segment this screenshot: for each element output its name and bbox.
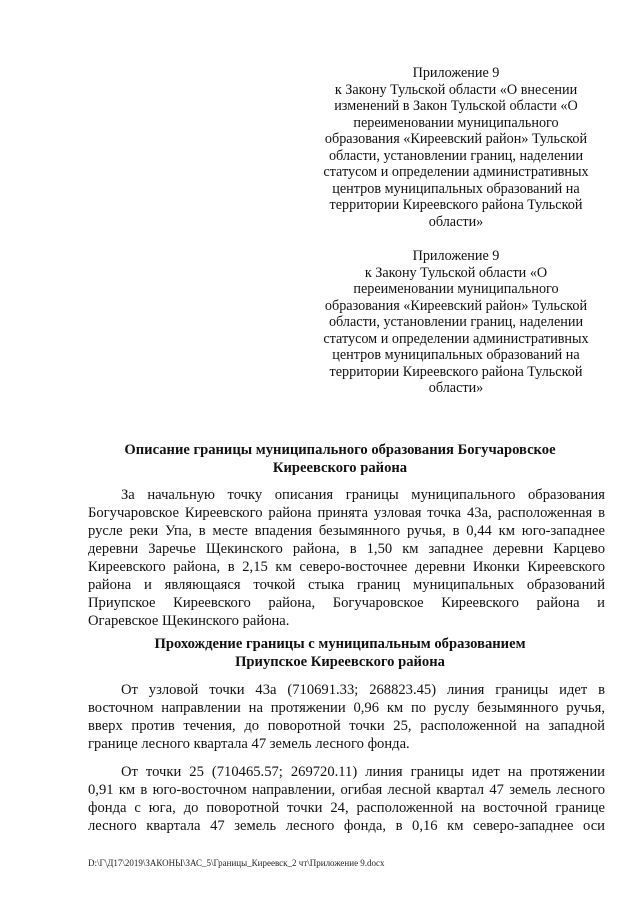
paragraph-line: От узловой точки 43а (710691.33; 268823.45) линия границы идет в — [121, 682, 605, 698]
file-path-footer: D:\Г\Д17\2019\ЗАКОНЫ\ЗАС_5\Границы_Киреевск_2 чт\Приложение 9.docx — [88, 858, 385, 868]
paragraph-line: 0,91 км в юго-восточном направлении, огибая лесной квартал 47 земель лесного — [88, 782, 605, 798]
appendix-line: территории Киреевского района Тульской — [329, 197, 583, 213]
paragraph-line: Богучаровское Киреевского района принята узловая точка 43а, расположенная в — [88, 505, 605, 521]
paragraph-line: вверх против течения, до поворотной точки 25, расположенной на западной — [88, 718, 605, 734]
paragraph-line: Киреевского района, в 2,15 км северо-восточнее деревни Иконки Киреевского — [88, 559, 605, 575]
appendix-line: центров муниципальных образований на — [332, 347, 580, 363]
paragraph-line: района и являющаяся точкой стыка границ муниципальных образований — [88, 577, 605, 593]
title-line: Прохождение границы с муниципальным образованием — [154, 636, 526, 652]
appendix-line: переименовании муниципального — [353, 281, 559, 297]
paragraph-line: От точки 25 (710465.57; 269720.11) линия границы идет на протяжении — [121, 764, 605, 780]
paragraph-line: Приупское Киреевского района, Богучаровское Киреевского района и — [88, 595, 605, 611]
paragraph-line: Огаревское Щекинского района. — [88, 613, 290, 629]
appendix-line: статусом и определении административных — [323, 330, 589, 347]
appendix-block-original — [298, 248, 614, 397]
appendix-line: образования «Киреевский район» Тульской — [324, 131, 588, 147]
title-line: Описание границы муниципального образования Богучаровское — [124, 442, 556, 458]
appendix-line: статусом и определении административных — [323, 164, 589, 180]
paragraph-line: деревни Заречье Щекинского района, в 1,50 км западнее деревни Карцево — [88, 541, 605, 557]
appendix-line: центров муниципальных образований на — [332, 180, 580, 197]
appendix-line: образования «Киреевский район» Тульской — [324, 297, 588, 314]
paragraph-line: восточном направлении на протяжении 0,96 км по руслу безымянного ручья, — [88, 700, 605, 716]
appendix-line: территории Киреевского района Тульской — [329, 363, 583, 380]
appendix-line: Приложение 9 — [412, 248, 500, 264]
appendix-line: области, установлении границ, наделении — [328, 147, 584, 164]
title-line: Киреевского района — [272, 459, 408, 476]
section-title-boundary-description — [60, 442, 620, 477]
paragraph-line: границе лесного квартала 47 земель лесного фонда. — [88, 736, 410, 752]
paragraph-point-25 — [88, 763, 605, 835]
section-title-priupskoe-boundary — [60, 636, 620, 671]
paragraph-line: фонда с юга, до поворотной точки 24, расположенной на восточной границе — [88, 800, 605, 816]
paragraph-line: русле реки Упа, в месте впадения безымянного ручья, в 0,44 км юго-западнее — [88, 523, 605, 539]
appendix-line: области» — [428, 380, 484, 396]
paragraph-line: лесного квартала 47 земель лесного фонда, в 0,16 км северо-западнее оси — [88, 818, 605, 834]
appendix-line: переименовании муниципального — [353, 114, 559, 131]
title-line: Приупское Киреевского района — [235, 653, 445, 670]
paragraph-starting-point — [88, 486, 605, 630]
paragraph-line: За начальную точку описания границы муниципального образования — [121, 487, 605, 503]
appendix-line: изменений в Закон Тульской области «О — [334, 98, 578, 114]
appendix-line: к Закону Тульской области «О внесении — [334, 81, 578, 98]
appendix-line: области» — [428, 213, 484, 230]
appendix-line: Приложение 9 — [412, 65, 500, 81]
appendix-line: области, установлении границ, наделении — [328, 314, 584, 330]
appendix-block-amended — [298, 65, 614, 230]
paragraph-point-43a — [88, 681, 605, 753]
appendix-line: к Закону Тульской области «О — [364, 264, 548, 281]
